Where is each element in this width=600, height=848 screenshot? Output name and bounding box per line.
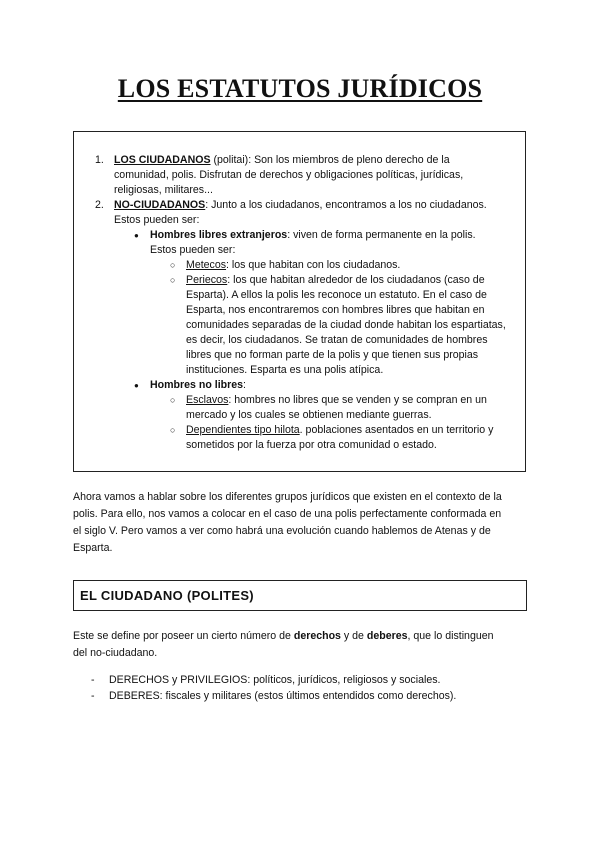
esclavos-label: Esclavos	[186, 394, 229, 406]
dependientes-text: . poblaciones asentados en un territorio y	[299, 424, 494, 436]
no-libres-text: :	[243, 379, 246, 391]
esclavos-line1	[186, 393, 487, 408]
item-ciudadanos-line2: comunidad, polis. Disfrutan de derechos y obligaciones políticas, jurídicas,	[114, 169, 464, 181]
page-title: LOS ESTATUTOS JURÍDICOS	[117, 74, 483, 103]
periecos-label: Periecos	[186, 274, 228, 286]
bullet-dot-icon: ●	[134, 381, 139, 390]
libres-line2: Estos pueden ser:	[150, 244, 236, 256]
define-line1	[73, 628, 494, 645]
periecos-line7: instituciones. Esparta es una polis atípica.	[186, 364, 384, 376]
intro-line3: el siglo V. Pero vamos a ver como habrá una evolución cuando hablemos de Atenas y de	[73, 525, 491, 537]
deberes-bold: deberes	[366, 630, 408, 642]
bullet-dot-icon: ●	[134, 231, 139, 240]
periecos-text: : los que habitan alrededor de los ciudadanos (caso de	[227, 274, 485, 286]
item-ciudadanos-line1	[114, 153, 450, 168]
periecos-line6: libres que no forman parte de la polis y que tienen sus propias	[186, 349, 479, 361]
dependientes-line2: sometidos por la fuerza por otra comunidad o estado.	[186, 439, 437, 451]
periecos-line1	[186, 273, 485, 288]
statutes-outline-box	[73, 131, 526, 472]
intro-line2: polis. Para ello, nos vamos a colocar en el caso de una polis perfectamente conformada en	[73, 508, 502, 520]
ciudadanos-label: LOS CIUDADANOS	[114, 154, 211, 166]
no-ciudadanos-text: : Junto a los ciudadanos, encontramos a los no ciudadanos.	[205, 199, 487, 211]
item-no-ciudadanos-line2: Estos pueden ser:	[114, 214, 200, 226]
list-number-2: 2.	[95, 199, 104, 211]
periecos-line3: Esparta, nos encontraremos con hombres libres que habitan en	[186, 304, 485, 316]
esclavos-line2: mercado y los cuales se obtienen mediante guerras.	[186, 409, 432, 421]
section-heading-box	[73, 580, 527, 611]
dash-bullet: -	[91, 690, 95, 702]
dash-bullet: -	[91, 674, 95, 686]
define-text-3: , que lo distinguen	[407, 630, 494, 642]
libres-text: : viven de forma permanente en la polis.	[287, 229, 476, 241]
dependientes-line1	[186, 423, 493, 438]
define-text-1: Este se define por poseer un cierto número de	[73, 630, 294, 642]
esclavos-text: : hombres no libres que se venden y se compran en un	[228, 394, 487, 406]
metecos-label: Metecos	[186, 259, 227, 271]
define-line2: del no-ciudadano.	[73, 647, 158, 659]
intro-line1: Ahora vamos a hablar sobre los diferentes grupos jurídicos que existen en el contexto de la	[73, 491, 502, 503]
no-libres-line	[150, 378, 246, 393]
bullet-circle-icon: ○	[170, 260, 176, 270]
bullet-circle-icon: ○	[170, 275, 176, 285]
item-ciudadanos-line3: religiosas, militares...	[114, 184, 213, 196]
define-text-2: y de	[340, 630, 367, 642]
no-libres-label: Hombres no libres	[150, 379, 244, 391]
periecos-line2: Esparta). A ellos la polis les reconoce un estatuto. En el caso de	[186, 289, 487, 301]
derechos-bold: derechos	[293, 630, 341, 642]
periecos-line5: es decir, los ciudadanos. Se tratan de comunidades de hombres	[186, 334, 488, 346]
list-item-derechos: DERECHOS y PRIVILEGIOS: políticos, jurídicos, religiosos y sociales.	[109, 674, 441, 686]
dependientes-label: Dependientes tipo hilota	[186, 424, 300, 436]
bullet-circle-icon: ○	[170, 425, 176, 435]
metecos-text: : los que habitan con los ciudadanos.	[226, 259, 401, 271]
section-title: EL CIUDADANO (POLITES)	[80, 588, 254, 603]
list-item-deberes: DEBERES: fiscales y militares (estos últimos entendidos como derechos).	[109, 690, 457, 702]
periecos-line4: comunidades separadas de la ciudad donde habitan los espartiatas,	[186, 319, 506, 331]
libres-label: Hombres libres extranjeros	[150, 229, 288, 241]
intro-line4: Esparta.	[73, 542, 113, 554]
item-no-ciudadanos-line1	[114, 198, 487, 213]
libres-line1	[150, 228, 476, 243]
list-number-1: 1.	[95, 154, 104, 166]
bullet-circle-icon: ○	[170, 395, 176, 405]
no-ciudadanos-label: NO-CIUDADANOS	[114, 199, 206, 211]
metecos-line	[186, 258, 400, 273]
ciudadanos-text: (politai): Son los miembros de pleno derecho de la	[210, 154, 450, 166]
